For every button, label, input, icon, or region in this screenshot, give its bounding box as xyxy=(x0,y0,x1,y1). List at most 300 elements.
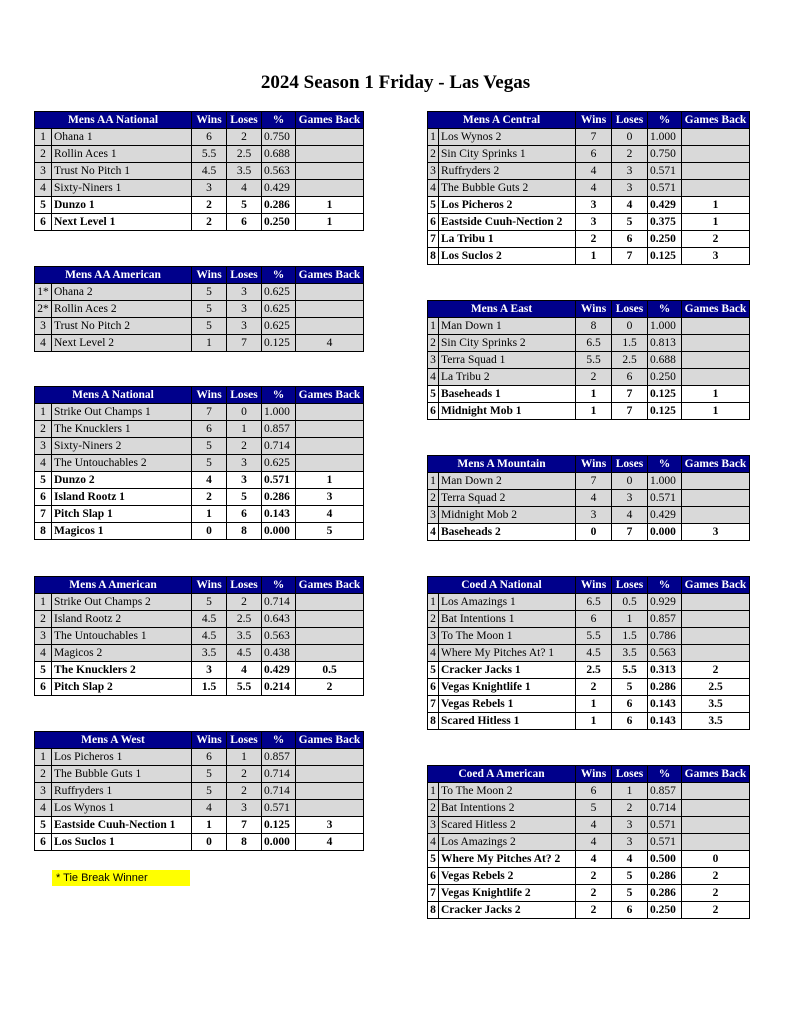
column-header-games-back: Games Back xyxy=(682,456,750,473)
table-header-row xyxy=(35,577,364,594)
column-header-pct: % xyxy=(262,267,296,284)
cell-pct: 0.563 xyxy=(262,628,296,645)
cell-pct: 0.857 xyxy=(262,421,296,438)
cell-wins: 2 xyxy=(576,885,612,902)
cell-loses: 0 xyxy=(227,404,262,421)
table-row xyxy=(35,180,364,197)
cell-wins: 6.5 xyxy=(576,594,612,611)
cell-team: Los Suclos 2 xyxy=(439,248,576,265)
table-row xyxy=(428,369,750,386)
table-row xyxy=(428,868,750,885)
cell-wins: 6 xyxy=(576,146,612,163)
cell-team: Vegas Knightlife 2 xyxy=(439,885,576,902)
table-row xyxy=(428,318,750,335)
cell-loses: 3 xyxy=(612,490,648,507)
cell-pct: 0.625 xyxy=(262,455,296,472)
column-header-games-back: Games Back xyxy=(296,267,364,284)
cell-loses: 7 xyxy=(612,248,648,265)
cell-rank: 4 xyxy=(35,800,52,817)
cell-loses: 2 xyxy=(612,800,648,817)
cell-games-back xyxy=(296,594,364,611)
table-row xyxy=(428,473,750,490)
cell-rank: 4 xyxy=(35,180,52,197)
cell-wins: 4 xyxy=(576,163,612,180)
cell-team: The Knucklers 2 xyxy=(52,662,192,679)
standings-table-mens-a-mountain xyxy=(427,455,750,541)
cell-loses: 4.5 xyxy=(227,645,262,662)
column-header-wins: Wins xyxy=(576,301,612,318)
cell-pct: 0.250 xyxy=(648,231,682,248)
cell-pct: 0.000 xyxy=(648,524,682,541)
cell-games-back xyxy=(296,301,364,318)
cell-team: The Bubble Guts 2 xyxy=(439,180,576,197)
cell-team: Next Level 1 xyxy=(52,214,192,231)
cell-pct: 0.929 xyxy=(648,594,682,611)
cell-loses: 3 xyxy=(612,163,648,180)
cell-loses: 3.5 xyxy=(612,645,648,662)
cell-games-back: 3.5 xyxy=(682,713,750,730)
cell-pct: 1.000 xyxy=(648,318,682,335)
cell-wins: 3 xyxy=(576,197,612,214)
column-header-loses: Loses xyxy=(227,112,262,129)
cell-games-back: 1 xyxy=(296,197,364,214)
cell-wins: 2 xyxy=(576,868,612,885)
cell-loses: 2.5 xyxy=(227,611,262,628)
cell-loses: 6 xyxy=(612,231,648,248)
cell-wins: 5 xyxy=(192,438,227,455)
table-row xyxy=(35,404,364,421)
cell-games-back: 2 xyxy=(682,902,750,919)
cell-pct: 0.750 xyxy=(262,129,296,146)
cell-pct: 0.125 xyxy=(262,335,296,352)
cell-pct: 0.125 xyxy=(648,403,682,420)
column-header-pct: % xyxy=(648,112,682,129)
cell-pct: 0.125 xyxy=(648,386,682,403)
cell-loses: 5 xyxy=(227,197,262,214)
cell-team: Strike Out Champs 2 xyxy=(52,594,192,611)
cell-wins: 5.5 xyxy=(192,146,227,163)
table-row xyxy=(428,783,750,800)
table-row xyxy=(428,679,750,696)
cell-rank: 2 xyxy=(35,766,52,783)
cell-pct: 0.286 xyxy=(262,489,296,506)
column-header-loses: Loses xyxy=(227,732,262,749)
table-row xyxy=(35,800,364,817)
cell-loses: 3 xyxy=(227,455,262,472)
cell-loses: 1 xyxy=(612,783,648,800)
cell-rank: 6 xyxy=(428,214,439,231)
cell-rank: 6 xyxy=(428,679,439,696)
standings-table-mens-a-west xyxy=(34,731,364,851)
cell-team: Magicos 2 xyxy=(52,645,192,662)
cell-team: The Knucklers 1 xyxy=(52,421,192,438)
cell-games-back xyxy=(296,455,364,472)
cell-loses: 4 xyxy=(612,197,648,214)
cell-pct: 0.286 xyxy=(648,868,682,885)
table-row xyxy=(35,301,364,318)
cell-team: La Tribu 1 xyxy=(439,231,576,248)
cell-games-back: 3 xyxy=(682,248,750,265)
cell-team: Sin City Sprinks 2 xyxy=(439,335,576,352)
cell-loses: 0 xyxy=(612,473,648,490)
cell-loses: 4 xyxy=(612,851,648,868)
division-name: Mens A National xyxy=(35,387,192,404)
cell-pct: 0.250 xyxy=(262,214,296,231)
cell-games-back: 1 xyxy=(296,472,364,489)
cell-rank: 7 xyxy=(428,231,439,248)
cell-pct: 0.143 xyxy=(262,506,296,523)
cell-games-back xyxy=(682,645,750,662)
cell-team: Scared Hitless 2 xyxy=(439,817,576,834)
cell-rank: 2 xyxy=(35,421,52,438)
cell-pct: 0.857 xyxy=(648,611,682,628)
table-row xyxy=(428,248,750,265)
column-header-wins: Wins xyxy=(576,112,612,129)
cell-games-back xyxy=(682,146,750,163)
cell-rank: 3 xyxy=(428,628,439,645)
cell-team: Los Picheros 2 xyxy=(439,197,576,214)
table-row xyxy=(428,197,750,214)
cell-rank: 5 xyxy=(35,197,52,214)
cell-loses: 3 xyxy=(227,301,262,318)
column-header-pct: % xyxy=(648,301,682,318)
cell-pct: 0.688 xyxy=(262,146,296,163)
tie-break-note: * Tie Break Winner xyxy=(52,870,190,886)
cell-wins: 4.5 xyxy=(192,611,227,628)
cell-games-back: 2 xyxy=(682,231,750,248)
column-header-pct: % xyxy=(262,387,296,404)
table-row xyxy=(35,628,364,645)
cell-pct: 0.571 xyxy=(648,163,682,180)
cell-loses: 3 xyxy=(227,800,262,817)
table-row xyxy=(35,163,364,180)
table-row xyxy=(428,180,750,197)
cell-pct: 0.625 xyxy=(262,284,296,301)
cell-team: Ruffryders 1 xyxy=(52,783,192,800)
table-row xyxy=(35,749,364,766)
cell-wins: 2 xyxy=(192,214,227,231)
cell-team: Ruffryders 2 xyxy=(439,163,576,180)
cell-team: Los Wynos 1 xyxy=(52,800,192,817)
cell-team: Rollin Aces 2 xyxy=(52,301,192,318)
table-header-row xyxy=(35,732,364,749)
cell-pct: 1.000 xyxy=(262,404,296,421)
cell-rank: 5 xyxy=(428,197,439,214)
table-row xyxy=(35,783,364,800)
cell-pct: 0.250 xyxy=(648,369,682,386)
cell-pct: 0.313 xyxy=(648,662,682,679)
cell-pct: 0.429 xyxy=(648,197,682,214)
cell-loses: 8 xyxy=(227,523,262,540)
cell-rank: 5 xyxy=(35,472,52,489)
column-header-games-back: Games Back xyxy=(682,301,750,318)
standings-table-mens-aa-american xyxy=(34,266,364,352)
cell-team: La Tribu 2 xyxy=(439,369,576,386)
division-name: Coed A National xyxy=(428,577,576,594)
cell-team: Dunzo 2 xyxy=(52,472,192,489)
cell-pct: 0.714 xyxy=(648,800,682,817)
cell-games-back: 2 xyxy=(682,662,750,679)
cell-pct: 0.750 xyxy=(648,146,682,163)
cell-team: Trust No Pitch 2 xyxy=(52,318,192,335)
cell-games-back xyxy=(296,163,364,180)
cell-games-back: 3 xyxy=(296,817,364,834)
cell-rank: 8 xyxy=(428,902,439,919)
cell-pct: 0.571 xyxy=(262,472,296,489)
table-row xyxy=(428,817,750,834)
cell-rank: 2 xyxy=(35,611,52,628)
cell-rank: 2 xyxy=(35,146,52,163)
cell-wins: 4.5 xyxy=(192,628,227,645)
table-header-row xyxy=(428,456,750,473)
cell-games-back xyxy=(682,783,750,800)
column-header-loses: Loses xyxy=(612,766,648,783)
cell-pct: 0.625 xyxy=(262,301,296,318)
cell-games-back: 1 xyxy=(682,386,750,403)
cell-rank: 5 xyxy=(35,662,52,679)
cell-games-back xyxy=(296,438,364,455)
cell-pct: 0.625 xyxy=(262,318,296,335)
cell-rank: 1 xyxy=(35,404,52,421)
cell-rank: 1 xyxy=(428,783,439,800)
table-row xyxy=(35,284,364,301)
table-row xyxy=(428,662,750,679)
cell-pct: 0.714 xyxy=(262,783,296,800)
cell-team: To The Moon 1 xyxy=(439,628,576,645)
table-row xyxy=(35,318,364,335)
cell-rank: 4 xyxy=(428,180,439,197)
cell-pct: 0.643 xyxy=(262,611,296,628)
cell-team: Ohana 1 xyxy=(52,129,192,146)
cell-loses: 7 xyxy=(612,386,648,403)
column-header-wins: Wins xyxy=(576,766,612,783)
cell-games-back: 1 xyxy=(682,403,750,420)
table-row xyxy=(428,163,750,180)
table-row xyxy=(428,645,750,662)
cell-rank: 2 xyxy=(428,490,439,507)
column-header-pct: % xyxy=(648,577,682,594)
cell-team: Vegas Rebels 2 xyxy=(439,868,576,885)
cell-wins: 5.5 xyxy=(576,352,612,369)
cell-wins: 4 xyxy=(576,817,612,834)
table-row xyxy=(35,455,364,472)
cell-wins: 7 xyxy=(192,404,227,421)
cell-rank: 2 xyxy=(428,800,439,817)
cell-rank: 8 xyxy=(428,713,439,730)
cell-loses: 2.5 xyxy=(227,146,262,163)
cell-games-back: 3 xyxy=(296,489,364,506)
cell-rank: 3 xyxy=(35,438,52,455)
cell-wins: 5 xyxy=(192,318,227,335)
cell-games-back: 0.5 xyxy=(296,662,364,679)
cell-games-back xyxy=(296,628,364,645)
cell-loses: 2 xyxy=(227,594,262,611)
cell-games-back xyxy=(682,594,750,611)
cell-pct: 0.429 xyxy=(262,180,296,197)
cell-team: Scared Hitless 1 xyxy=(439,713,576,730)
cell-loses: 3 xyxy=(227,318,262,335)
cell-loses: 1.5 xyxy=(612,628,648,645)
column-header-wins: Wins xyxy=(192,577,227,594)
cell-wins: 4 xyxy=(576,490,612,507)
cell-loses: 1 xyxy=(227,421,262,438)
cell-wins: 5.5 xyxy=(576,628,612,645)
column-header-wins: Wins xyxy=(192,732,227,749)
cell-wins: 5 xyxy=(192,455,227,472)
column-header-games-back: Games Back xyxy=(682,766,750,783)
column-header-loses: Loses xyxy=(612,301,648,318)
table-row xyxy=(428,335,750,352)
cell-team: Rollin Aces 1 xyxy=(52,146,192,163)
cell-team: Next Level 2 xyxy=(52,335,192,352)
standings-table-mens-aa-national xyxy=(34,111,364,231)
cell-games-back: 2 xyxy=(682,868,750,885)
cell-rank: 6 xyxy=(35,214,52,231)
cell-wins: 4 xyxy=(192,472,227,489)
cell-pct: 0.714 xyxy=(262,766,296,783)
cell-team: Bat Intentions 2 xyxy=(439,800,576,817)
cell-team: Vegas Rebels 1 xyxy=(439,696,576,713)
cell-team: Island Rootz 1 xyxy=(52,489,192,506)
cell-pct: 0.714 xyxy=(262,594,296,611)
cell-wins: 3 xyxy=(576,507,612,524)
cell-pct: 0.286 xyxy=(262,197,296,214)
cell-wins: 6 xyxy=(576,783,612,800)
cell-rank: 4 xyxy=(428,369,439,386)
column-header-games-back: Games Back xyxy=(296,112,364,129)
column-header-games-back: Games Back xyxy=(296,732,364,749)
cell-games-back: 0 xyxy=(682,851,750,868)
division-name: Mens A American xyxy=(35,577,192,594)
cell-games-back: 4 xyxy=(296,834,364,851)
table-row xyxy=(35,817,364,834)
standings-table-mens-a-east xyxy=(427,300,750,420)
table-row xyxy=(35,197,364,214)
cell-wins: 8 xyxy=(576,318,612,335)
column-header-games-back: Games Back xyxy=(682,112,750,129)
cell-loses: 6 xyxy=(612,902,648,919)
cell-rank: 1 xyxy=(428,473,439,490)
cell-wins: 2 xyxy=(192,489,227,506)
cell-loses: 0 xyxy=(612,129,648,146)
cell-games-back xyxy=(682,352,750,369)
cell-games-back xyxy=(296,421,364,438)
cell-pct: 0.250 xyxy=(648,902,682,919)
table-row xyxy=(428,800,750,817)
cell-wins: 7 xyxy=(576,473,612,490)
cell-loses: 5.5 xyxy=(612,662,648,679)
cell-rank: 5 xyxy=(428,662,439,679)
cell-loses: 4 xyxy=(227,180,262,197)
column-header-wins: Wins xyxy=(192,387,227,404)
table-row xyxy=(35,146,364,163)
cell-pct: 0.571 xyxy=(648,180,682,197)
table-row xyxy=(428,851,750,868)
cell-rank: 1 xyxy=(35,129,52,146)
cell-rank: 5 xyxy=(428,386,439,403)
cell-games-back xyxy=(296,783,364,800)
column-header-loses: Loses xyxy=(612,456,648,473)
cell-rank: 1 xyxy=(35,749,52,766)
cell-pct: 0.688 xyxy=(648,352,682,369)
cell-rank: 4 xyxy=(428,524,439,541)
cell-team: Trust No Pitch 1 xyxy=(52,163,192,180)
cell-wins: 5 xyxy=(192,594,227,611)
cell-loses: 1 xyxy=(227,749,262,766)
cell-rank: 3 xyxy=(35,163,52,180)
cell-rank: 2 xyxy=(428,146,439,163)
division-name: Coed A American xyxy=(428,766,576,783)
table-row xyxy=(35,506,364,523)
cell-games-back xyxy=(296,800,364,817)
cell-loses: 2 xyxy=(227,783,262,800)
table-header-row xyxy=(35,387,364,404)
cell-team: Los Suclos 1 xyxy=(52,834,192,851)
cell-games-back xyxy=(296,645,364,662)
cell-team: Bat Intentions 1 xyxy=(439,611,576,628)
cell-wins: 2 xyxy=(576,231,612,248)
table-row xyxy=(428,507,750,524)
cell-loses: 3 xyxy=(612,834,648,851)
column-header-wins: Wins xyxy=(192,267,227,284)
cell-team: Pitch Slap 1 xyxy=(52,506,192,523)
cell-team: Los Wynos 2 xyxy=(439,129,576,146)
cell-rank: 3 xyxy=(35,628,52,645)
cell-wins: 0 xyxy=(192,523,227,540)
cell-wins: 4.5 xyxy=(192,163,227,180)
cell-team: To The Moon 2 xyxy=(439,783,576,800)
cell-wins: 4 xyxy=(576,834,612,851)
cell-loses: 6 xyxy=(227,506,262,523)
cell-wins: 6 xyxy=(576,611,612,628)
cell-loses: 3 xyxy=(227,472,262,489)
cell-pct: 1.000 xyxy=(648,473,682,490)
cell-games-back: 2 xyxy=(682,885,750,902)
cell-pct: 0.857 xyxy=(262,749,296,766)
table-row xyxy=(35,679,364,696)
cell-games-back xyxy=(296,404,364,421)
cell-rank: 3 xyxy=(428,163,439,180)
cell-wins: 1 xyxy=(192,817,227,834)
cell-loses: 5 xyxy=(612,214,648,231)
column-header-games-back: Games Back xyxy=(296,387,364,404)
cell-games-back: 1 xyxy=(296,214,364,231)
cell-pct: 0.143 xyxy=(648,713,682,730)
cell-team: Midnight Mob 1 xyxy=(439,403,576,420)
cell-wins: 1 xyxy=(576,696,612,713)
table-row xyxy=(428,214,750,231)
table-row xyxy=(428,490,750,507)
table-row xyxy=(35,611,364,628)
cell-wins: 5 xyxy=(192,766,227,783)
cell-team: Midnight Mob 2 xyxy=(439,507,576,524)
cell-loses: 0.5 xyxy=(612,594,648,611)
cell-loses: 5 xyxy=(612,679,648,696)
cell-games-back xyxy=(296,318,364,335)
cell-wins: 1 xyxy=(576,248,612,265)
cell-games-back xyxy=(296,146,364,163)
table-row xyxy=(428,146,750,163)
cell-rank: 7 xyxy=(428,696,439,713)
cell-pct: 0.286 xyxy=(648,679,682,696)
table-row xyxy=(35,214,364,231)
cell-team: Los Amazings 2 xyxy=(439,834,576,851)
standings-table-coed-a-american xyxy=(427,765,750,919)
cell-pct: 0.000 xyxy=(262,834,296,851)
cell-team: Man Down 1 xyxy=(439,318,576,335)
cell-rank: 1 xyxy=(35,594,52,611)
cell-team: Los Amazings 1 xyxy=(439,594,576,611)
